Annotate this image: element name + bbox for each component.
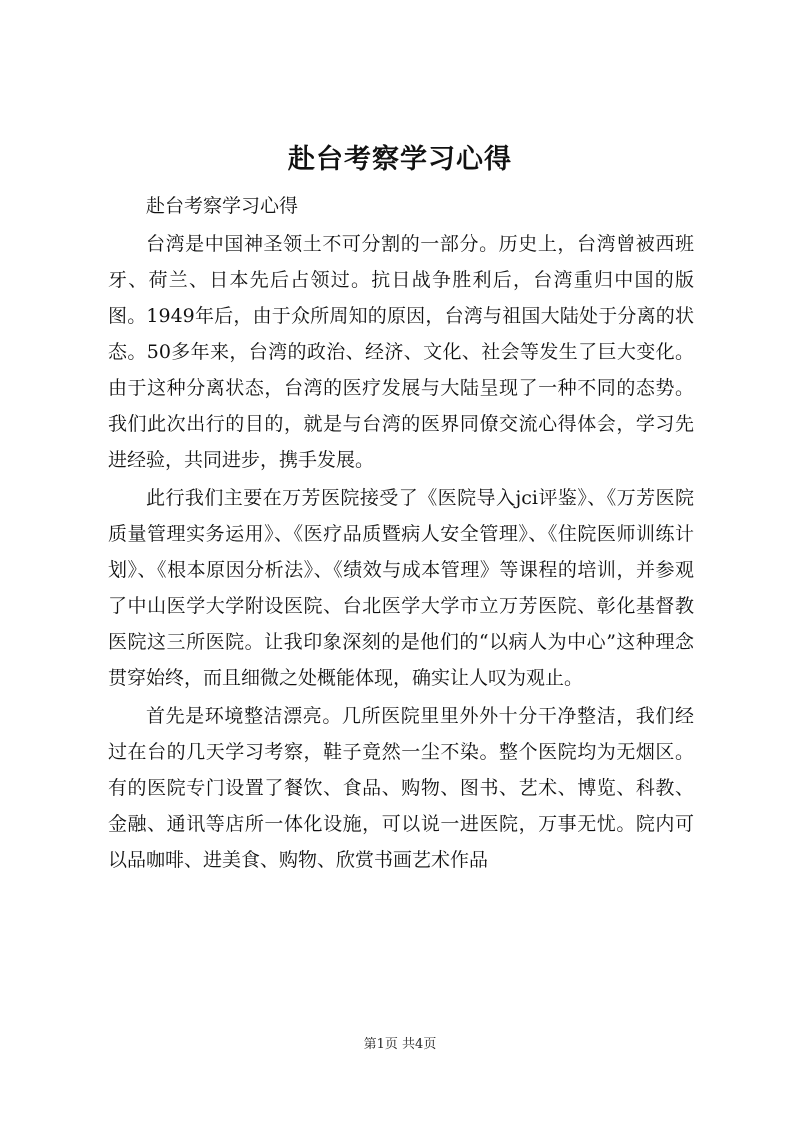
- document-subtitle: 赴台考察学习心得: [146, 195, 299, 217]
- page-number-footer: 第1页 共4页: [363, 1037, 437, 1052]
- paragraph-environment: 首先是环境整洁漂亮。几所医院里里外外十分干净整洁，我们经过在台的几天学习考察，鞋子竟然一尘不染。整个医院均为无烟区。有的医院专门设置了餐饮、食品、购物、图书、艺术、博览、科教、金融、通讯等店所一体化设施，可以说一进医院，万事无忧。院内可以品咖啡、进美食、购物、欣赏书画艺术作品: [108, 705, 694, 871]
- paragraph-taiwan-history: 台湾是中国神圣领土不可分割的一部分。历史上，台湾曾被西班牙、荷兰、日本先后占领过。抗日战争胜利后，台湾重归中国的版图。1949年后，由于众所周知的原因，台湾与祖国大陆处于分离的状态。50多年来，台湾的政治、经济、文化、社会等发生了巨大变化。由于这种分离状态，台湾的医疗发展与大陆呈现了一种不同的态势。我们此次出行的目的，就是与台湾的医界同僚交流心得体会，学习先进经验，共同进步，携手发展。: [108, 233, 694, 471]
- document-title: 赴台考察学习心得: [288, 144, 512, 175]
- document-body: [108, 188, 694, 880]
- paragraph-training-visits: 此行我们主要在万芳医院接受了《医院导入jci评鉴》、《万芳医院质量管理实务运用》、《医疗品质暨病人安全管理》、《住院医师训练计划》、《根本原因分析法》、《绩效与成本管理》等课程的培训，并参观了中山医学大学附设医院、台北医学大学市立万芳医院、彰化基督教医院这三所医院。让我印象深刻的是他们的“以病人为中心”这种理念贯穿始终，而且细微之处概能体现，确实让人叹为观止。: [108, 487, 694, 689]
